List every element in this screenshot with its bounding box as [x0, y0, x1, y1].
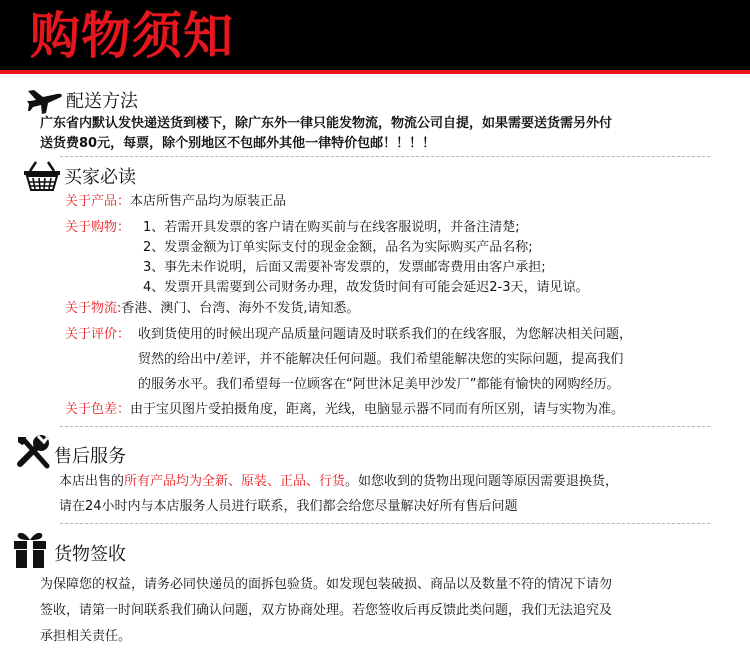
purchase-item-3: 3、事先未作说明，后面又需要补寄发票的，发票邮寄费用由客户承担; [143, 260, 546, 275]
purchase-item-4: 4、发票开具需要到公司财务办理，故发货时间有可能会延迟2-3天，请见谅。 [143, 280, 589, 295]
gift-icon [12, 530, 48, 574]
basket-icon [22, 160, 62, 196]
purchase-item-1: 1、若需开具发票的客户请在购买前与在线客服说明，并备注清楚; [143, 220, 520, 235]
product-label: 关于产品： [65, 194, 131, 209]
delivery-text-line2: 送货费80元，每票，除个别地区不包邮外其他一律特价包邮！！！！ [40, 136, 436, 151]
logistics-row [65, 299, 360, 319]
divider [60, 523, 710, 524]
after-sales-line1-end: 。如您收到的货物出现问题等原因需要退换货， [345, 474, 619, 489]
color-row [65, 400, 624, 420]
purchase-label: 关于购物： [65, 220, 131, 235]
receipt-line1: 为保障您的权益，请务必同快递员的面拆包验货。如发现包装破损、商品以及数量不符的情况下请勿 [40, 577, 613, 592]
product-text: 本店所售产品均为原装正品 [130, 194, 287, 209]
receipt-line3: 承担相关责任。 [40, 629, 132, 644]
divider [60, 426, 710, 427]
after-sales-line1 [59, 472, 618, 492]
after-sales-line1-start: 本店出售的 [59, 474, 125, 489]
review-line-1: 收到货使用的时候出现产品质量问题请及时联系我们的在线客服，为您解决相关问题， [138, 327, 633, 342]
header-banner [0, 0, 750, 74]
color-label: 关于色差： [65, 402, 131, 417]
page-title: 购物须知 [30, 7, 234, 65]
review-line-3: 的服务水平。我们希望每一位顾客在“阿世沐足美甲沙发厂”都能有愉快的网购经历。 [138, 377, 620, 392]
review-line-2: 贸然的给出中/差评，并不能解决任何问题。我们希望能解决您的实际问题，提高我们 [138, 352, 624, 367]
tools-icon [14, 434, 54, 476]
purchase-item-2: 2、发票金额为订单实际支付的现金金额，品名为实际购买产品名称; [143, 240, 533, 255]
color-text: 由于宝贝图片受拍摄角度，距离，光线，电脑显示器不同而有所区别，请与实物为准。 [130, 402, 625, 417]
logistics-text: 香港、澳门、台湾、海外不发货,请知悉。 [121, 301, 360, 316]
banner-underline [0, 70, 750, 74]
receipt-line2: 签收，请第一时间联系我们确认问题，双方协商处理。若您签收后再反馈此类问题，我们无法追究及 [40, 603, 613, 618]
section-heading-buyer-notes: 买家必读 [64, 167, 136, 188]
after-sales-line2: 请在24小时内与本店服务人员进行联系，我们都会给您尽量解决好所有售后问题 [59, 499, 518, 514]
section-heading-delivery: 配送方法 [66, 91, 138, 112]
section-heading-receipt: 货物签收 [54, 544, 126, 565]
review-label: 关于评价： [65, 327, 131, 342]
after-sales-highlight: 所有产品均为全新、原装、正品、行货 [124, 474, 346, 489]
divider [60, 156, 710, 157]
section-heading-after-sales: 售后服务 [54, 446, 126, 467]
product-row [65, 192, 286, 212]
delivery-text-line1: 广东省内默认发快递送货到楼下，除广东外一律只能发物流，物流公司自提，如果需要送货需另外付 [40, 116, 613, 131]
logistics-label: 关于物流: [65, 301, 122, 316]
